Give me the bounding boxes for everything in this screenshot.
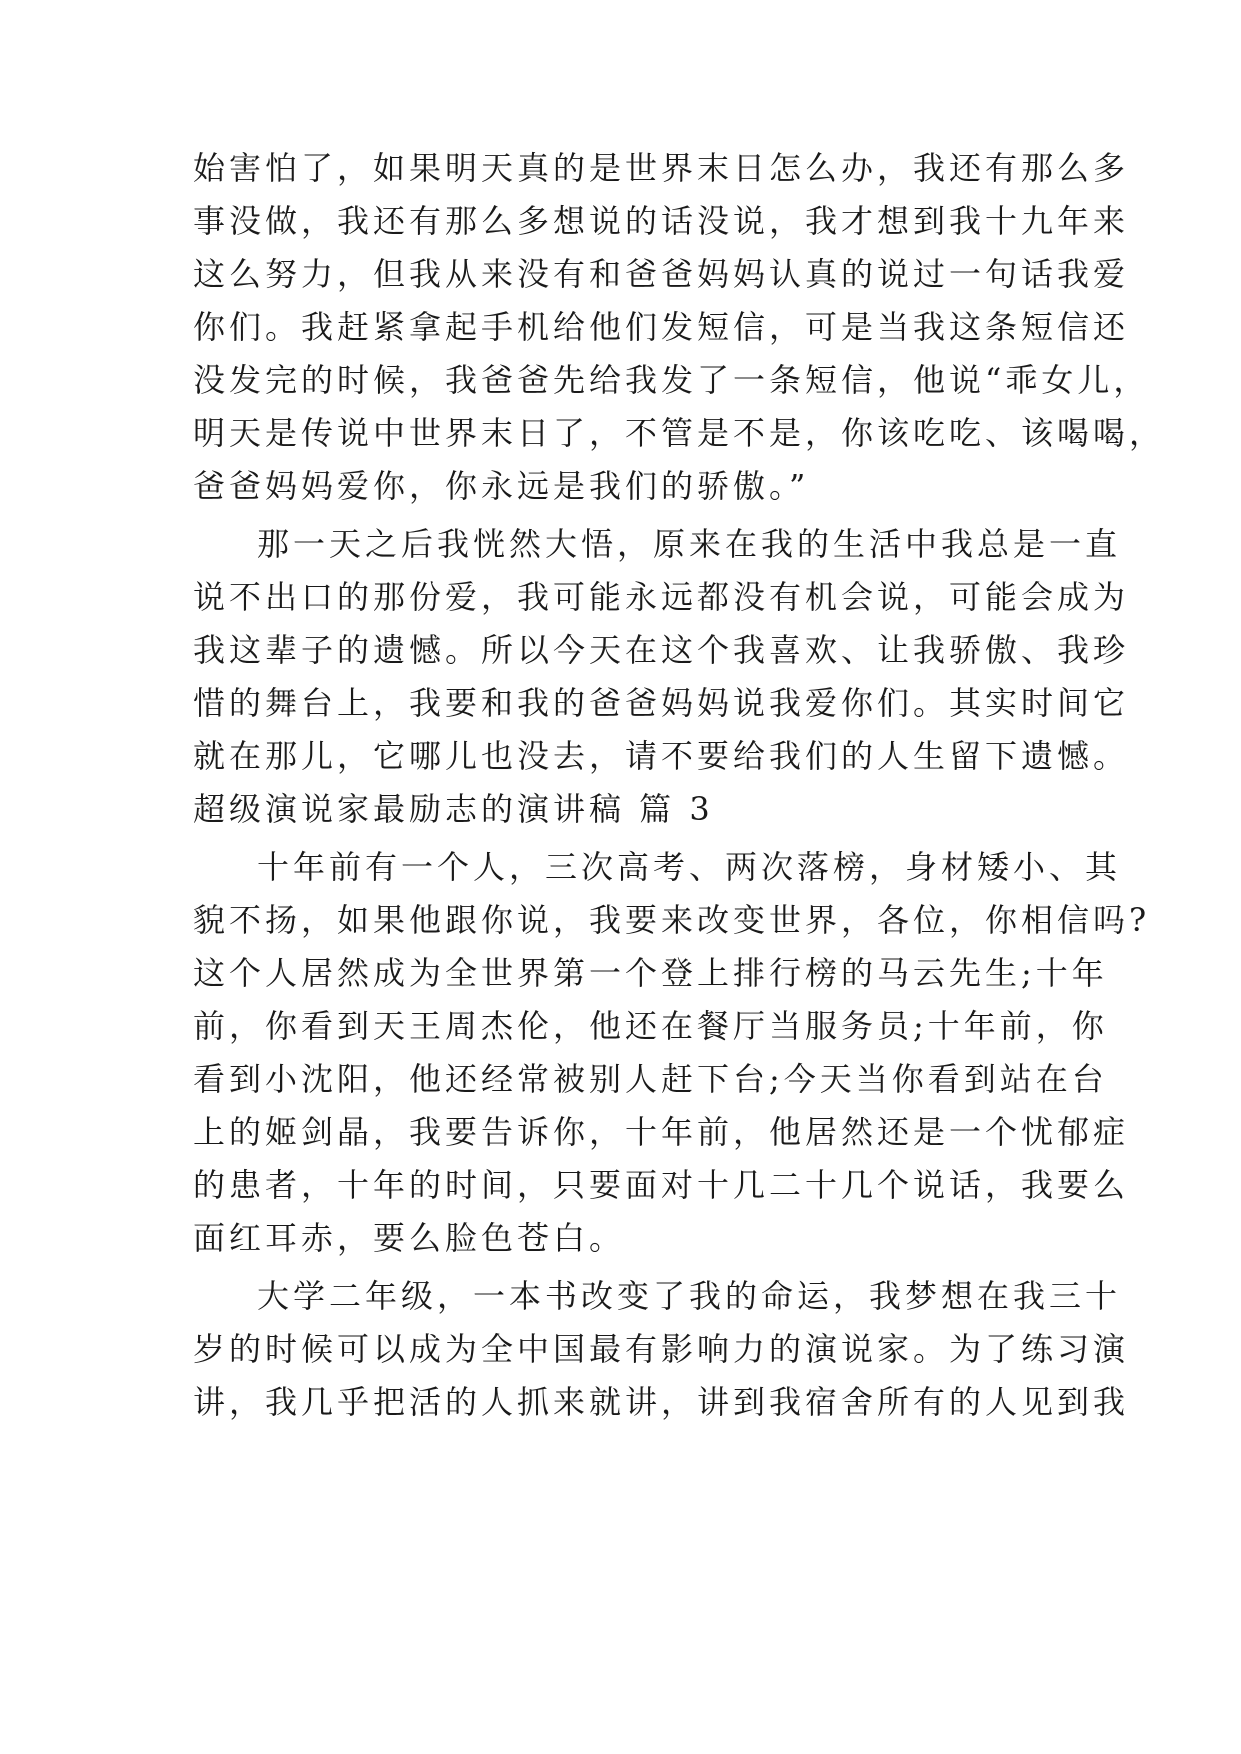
text-line: 讲，我几乎把活的人抓来就讲，讲到我宿舍所有的人见到我 [193, 1383, 1130, 1421]
text-line: 前，你看到天王周杰伦，他还在餐厅当服务员;十年前，你 [193, 1007, 1108, 1045]
text-line: 面红耳赤，要么脸色苍白。 [193, 1219, 626, 1257]
text-line: 爸爸妈妈爱你，你永远是我们的骄傲。” [193, 467, 810, 505]
text-line: 大学二年级，一本书改变了我的命运，我梦想在我三十 [257, 1277, 1122, 1315]
text-line: 你们。我赶紧拿起手机给他们发短信，可是当我这条短信还 [193, 308, 1130, 346]
text-line: 这么努力，但我从来没有和爸爸妈妈认真的说过一句话我爱 [193, 255, 1130, 293]
text-line: 的患者，十年的时间，只要面对十几二十几个说话，我要么 [193, 1166, 1130, 1204]
text-line: 上的姬剑晶，我要告诉你，十年前，他居然还是一个忧郁症 [193, 1113, 1130, 1151]
text-line: 看到小沈阳，他还经常被别人赶下台;今天当你看到站在台 [193, 1060, 1108, 1098]
text-line: 那一天之后我恍然大悟，原来在我的生活中我总是一直 [257, 525, 1122, 563]
text-line: 始害怕了，如果明天真的是世界末日怎么办，我还有那么多 [193, 149, 1130, 187]
text-line: 岁的时候可以成为全中国最有影响力的演说家。为了练习演 [193, 1330, 1130, 1368]
text-line: 这个人居然成为全世界第一个登上排行榜的马云先生;十年 [193, 954, 1108, 992]
text-line: 就在那儿，它哪儿也没去，请不要给我们的人生留下遗憾。 [193, 737, 1130, 775]
text-line: 我这辈子的遗憾。所以今天在这个我喜欢、让我骄傲、我珍 [193, 631, 1130, 669]
text-line: 没发完的时候，我爸爸先给我发了一条短信，他说“乖女儿， [193, 361, 1150, 399]
text-line: 貌不扬，如果他跟你说，我要来改变世界，各位，你相信吗? [193, 901, 1151, 939]
section-heading: 超级演说家最励志的演讲稿 篇 3 [193, 790, 714, 828]
text-line: 说不出口的那份爱，我可能永远都没有机会说，可能会成为 [193, 578, 1130, 616]
text-line: 惜的舞台上，我要和我的爸爸妈妈说我爱你们。其实时间它 [193, 684, 1130, 722]
text-line: 明天是传说中世界末日了，不管是不是，你该吃吃、该喝喝， [193, 414, 1166, 452]
text-line: 十年前有一个人，三次高考、两次落榜，身材矮小、其 [257, 848, 1122, 886]
text-line: 事没做，我还有那么多想说的话没说，我才想到我十九年来 [193, 202, 1130, 240]
